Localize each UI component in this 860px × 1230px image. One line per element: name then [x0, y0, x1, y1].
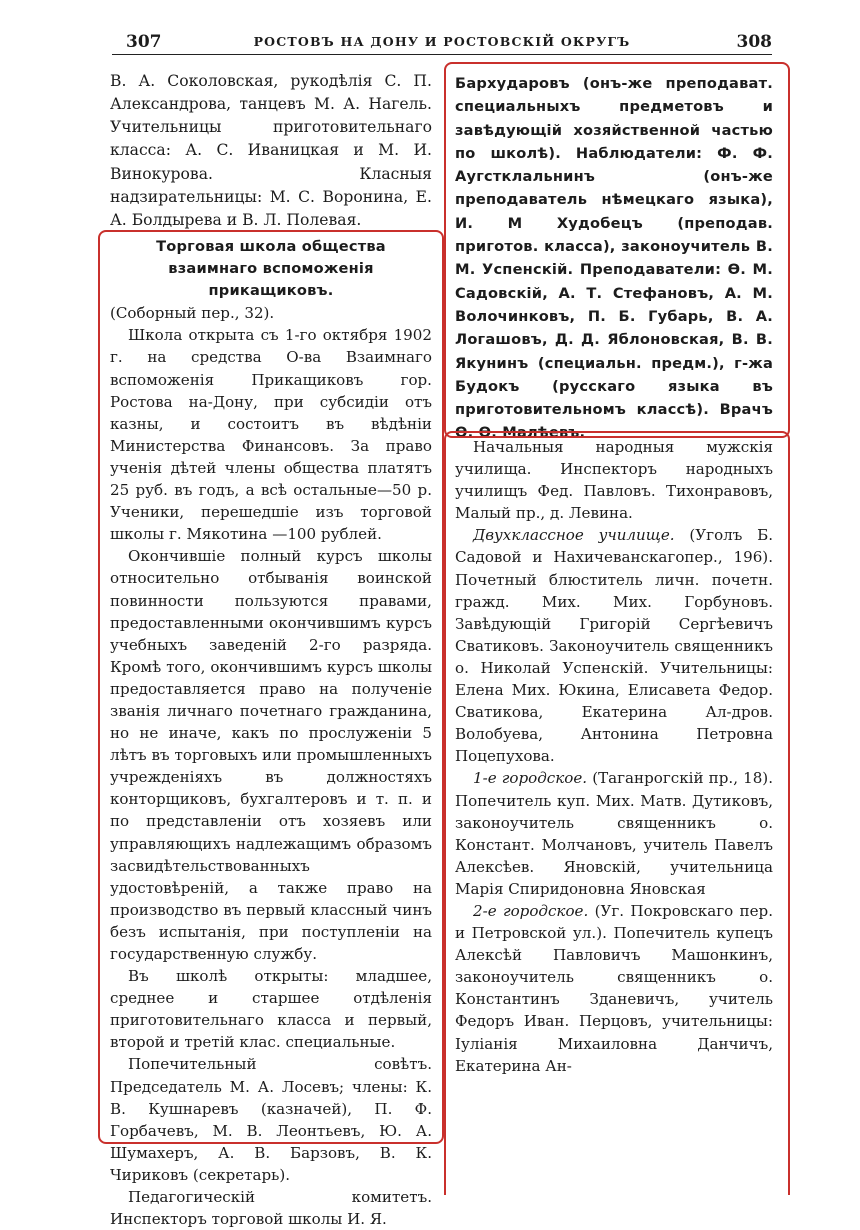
left-top-text	[110, 70, 432, 232]
city-school-2-title: 2-е городское.	[473, 901, 589, 920]
two-class-school-text: (Уголъ Б. Садовой и Нахичеванскагопер., 196). Почетный блюститель личн. почетн. гражд. Мих. Мих. Горбуновъ. Завѣдующій Григорій Сергѣевичъ Сватиковъ. Законоучитель священникъ о. Николай Успенскій. Учительницы: Елена Мих. Юкина, Елисавета Федор. Сватикова, Екатерина Ал-дров. Волобуева, Антонина Петровна Поцепухова.	[455, 526, 773, 766]
city-school-1-text: (Таганрогскій пр., 18). Попечитель куп. Мих. Матв. Дутиковъ, законоучитель священникъ о. Констант. Молчановъ, учитель Павелъ Алексѣев. Яновскій, учительница Марія Спиридоновна Яновская	[455, 769, 773, 898]
school-committee: Педагогическій комитетъ. Инспекторъ торговой школы И. Я.	[110, 1188, 432, 1229]
right-top-highlight-box	[444, 62, 790, 438]
city-school-1-title: 1-е городское.	[473, 769, 588, 788]
left-highlight-box	[98, 230, 444, 1144]
running-title: РОСТОВЪ НА ДОНУ И РОСТОВСКІЙ ОКРУГЪ	[253, 34, 631, 49]
right-bottom-highlight-box	[444, 431, 790, 1195]
school-council: Попечительный совѣтъ. Председатель М. А. Лосевъ; члены: К. В. Кушнаревъ (казначей), П. Ф. Горбачевъ, М. В. Леонтьевъ, Ю. А. Шумахеръ, А. В. Барзовъ, В. К. Чириковъ (секретарь).	[110, 1055, 432, 1184]
right-top-paragraph: Бархударовъ (онъ-же преподават. специальныхъ предметовъ и завѣдующій хозяйственной частью по школѣ). Наблюдатели: Ф. Ф. Аугстклальнинъ (онъ-же преподаватель нѣмецкаго языка), И. М Худобецъ (преподав. приготов. класса), законоучитель В. М. Успенскій. Преподаватели: Ѳ. М. Садовскій, А. Т. Стефановъ, А. М. Волочинковъ, П. Б. Губарь, В. А. Логашовъ, Д. Д. Яблоновская, В. В. Якунинъ (специальн. предм.), г-жа Будокъ (русскаго языка въ приготовительномъ классѣ). Врачъ Ѳ. Ѳ. Малѣевъ.	[455, 75, 773, 442]
page-number-right: 308	[736, 32, 772, 52]
two-class-school-title: Двухклассное училище.	[473, 526, 675, 545]
school-paragraph-2: Окончившіе полный курсъ школы относительно отбыванія воинской повинности пользуются правами, предоставленными окончившимъ курсъ учебныхъ заведеній 2-го разряда. Кромѣ того, окончившимъ курсъ школы предоставляется право на полученіе званія личнаго почетнаго гражданина, но не иначе, какъ по прослуженіи 5 лѣтъ въ торговыхъ или промышленныхъ учрежденіяхъ въ должностяхъ конторщиковъ, бухгалтеровъ и т. п. и по представленіи отъ хозяевъ или управляющихъ надлежащимъ образомъ засвидѣтельствованныхъ удостовѣреній, а также право на производство въ первый классный чинъ безъ испытанія, при поступленіи на государственную службу.	[110, 547, 432, 963]
school-paragraph-1: Школа открыта съ 1-го октября 1902 г. на средства О-ва Взаимнаго вспоможенія Прикащиковъ гор. Ростова на-Дону, при субсидіи отъ казны, и состоитъ въ вѣдѣніи Министерства Финансовъ. За право ученія дѣтей члены общества платятъ 25 руб. въ годъ, а всѣ остальные—50 р. Ученики, перешедшіе изъ торговой школы г. Мякотина —100 рублей.	[110, 326, 432, 544]
city-school-2-text: (Уг. Покровскаго пер. и Петровской ул.). Попечитель купецъ Алексѣй Павловичъ Машонкинъ, законоучитель священникъ о. Константинъ Зданевичъ, учитель Федоръ Иван. Перцовъ, учительницы: Іуліанія Михаиловна Данчичъ, Екатерина Ан-	[455, 901, 773, 1075]
school-address: (Соборный пер., 32).	[110, 304, 275, 323]
school-title: Торговая школа общества взаимнаго вспоможенія прикащиковъ.	[156, 238, 386, 300]
primary-schools-paragraph: Начальныя народныя мужскія училища. Инспекторъ народныхъ училищъ Фед. Павловъ. Тихонравовъ, Малый пр., д. Левина.	[455, 438, 773, 523]
school-paragraph-3: Въ школѣ открыты: младшее, среднее и старшее отдѣленія приготовительнаго класса и первый, второй и третій клас. специальные.	[110, 967, 432, 1052]
page-header	[112, 30, 772, 55]
page-number-left: 307	[126, 32, 162, 52]
left-top-paragraph: В. А. Соколовская, рукодѣлія С. П. Александрова, танцевъ М. А. Нагель. Учительницы приготовительнаго класса: А. С. Иваницкая и М. И. Винокурова. Класныя надзирательницы: М. С. Воронина, Е. А. Болдырева и В. Л. Полевая.	[110, 72, 432, 229]
